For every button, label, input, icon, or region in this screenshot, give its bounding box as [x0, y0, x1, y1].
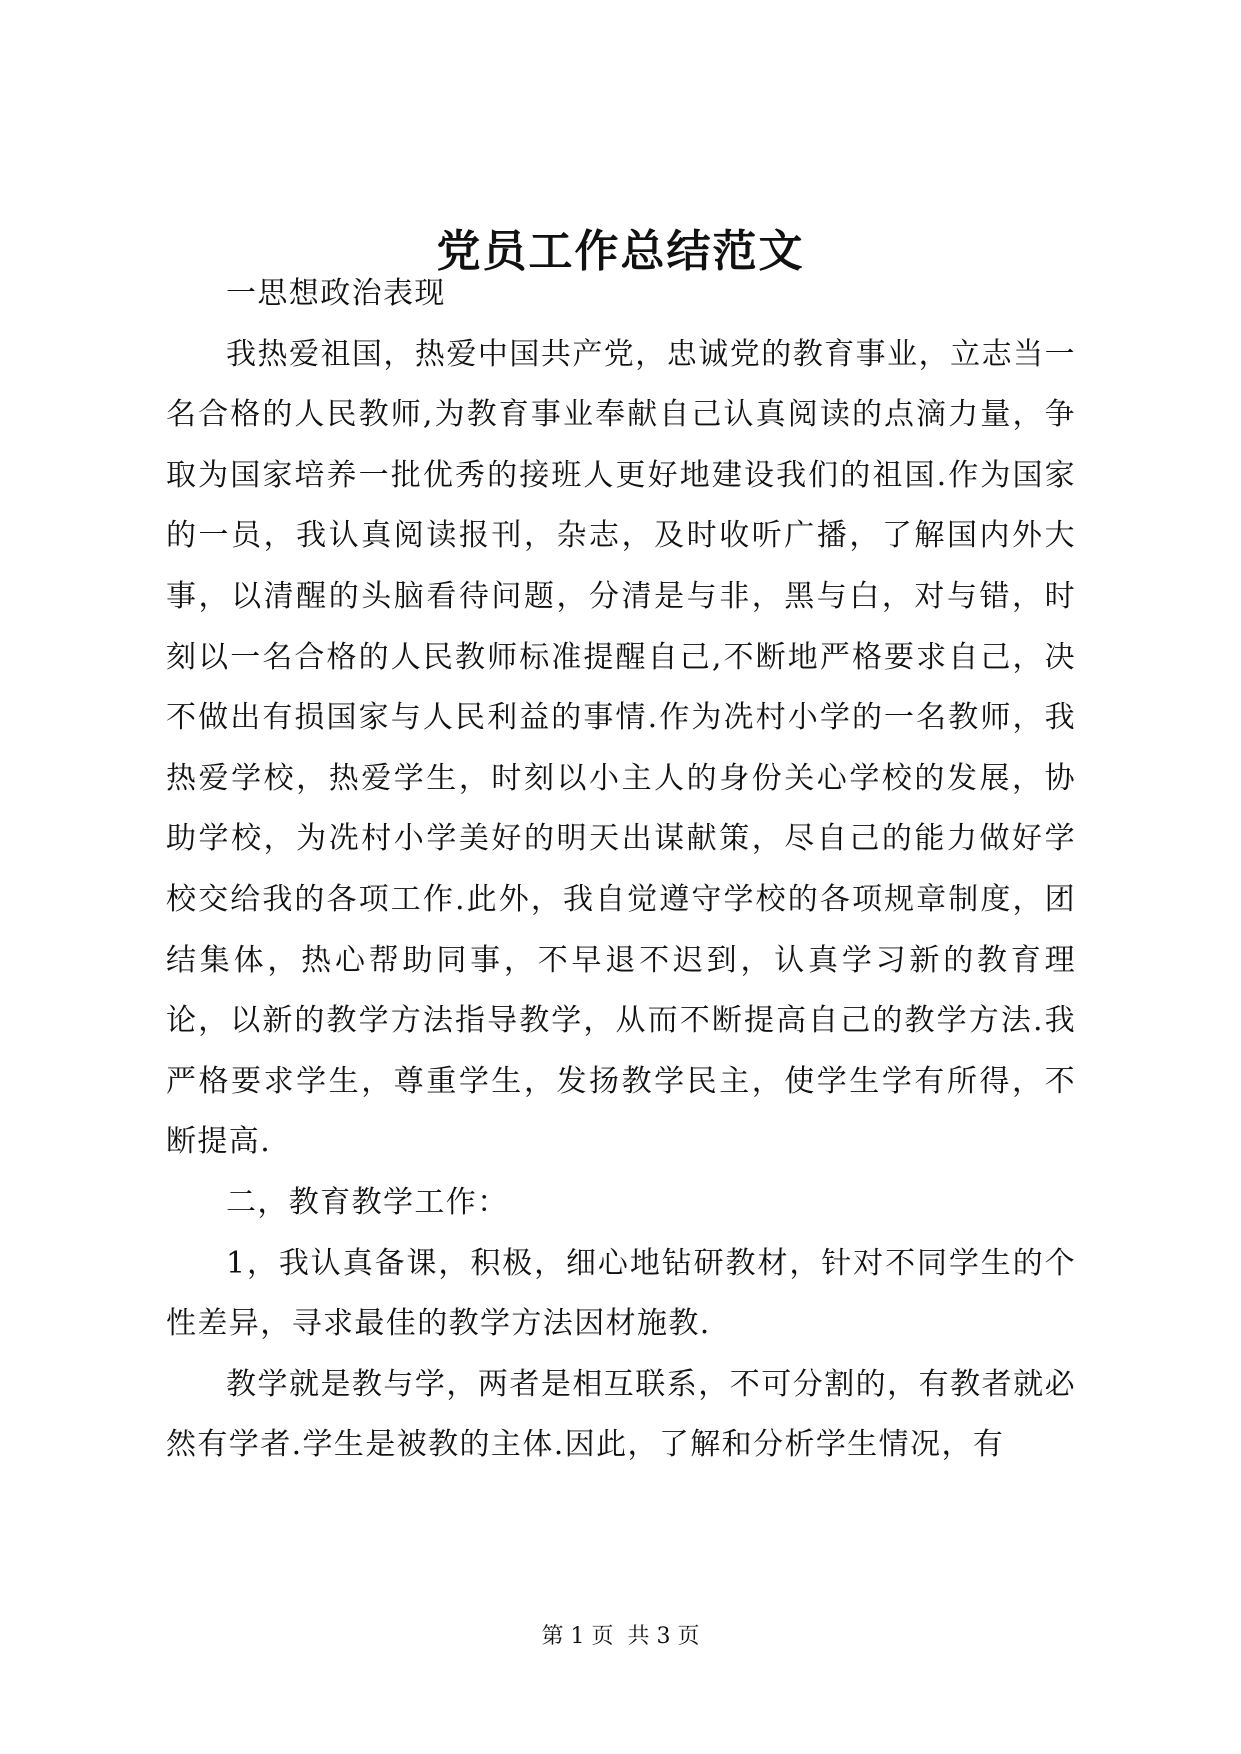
section-heading-teaching: 二，教育教学工作：	[226, 1184, 509, 1220]
paragraph-teaching-learning: 教学就是教与学，两者是相互联系，不可分割的，有教者就必然有学者.学生是被教的主体.因此，了解和分析学生情况，有	[166, 1366, 1076, 1463]
page-number-footer: 第 1 页 共 3 页	[541, 1624, 700, 1649]
paragraph-lesson-preparation: 1，我认真备课，积极，细心地钻研教材，针对不同学生的个性差异，寻求最佳的教学方法因材施教.	[166, 1245, 1076, 1342]
document-body	[166, 264, 1076, 1476]
paragraph-political-performance: 我热爱祖国，热爱中国共产党，忠诚党的教育事业，立志当一名合格的人民教师,为教育事业奉献自己认真阅读的点滴力量，争取为国家培养一批优秀的接班人更好地建设我们的祖国.作为国家的一员，我认真阅读报刊，杂志，及时收听广播，了解国内外大事，以清醒的头脑看待问题，分清是与非，黑与白，对与错，时刻以一名合格的人民教师标准提醒自己,不断地严格要求自己，决不做出有损国家与人民利益的事情.作为冼村小学的一名教师，我热爱学校，热爱学生，时刻以小主人的身份关心学校的发展，协助学校，为冼村小学美好的明天出谋献策，尽自己的能力做好学校交给我的各项工作.此外，我自觉遵守学校的各项规章制度，团结集体，热心帮助同事，不早退不迟到，认真学习新的教育理论，以新的教学方法指导教学，从而不断提高自己的教学方法.我严格要求学生，尊重学生，发扬教学民主，使学生学有所得，不断提高.	[166, 336, 1076, 1160]
document-title: 党员工作总结范文	[436, 226, 805, 277]
section-heading-political: 一思想政治表现	[226, 276, 446, 311]
